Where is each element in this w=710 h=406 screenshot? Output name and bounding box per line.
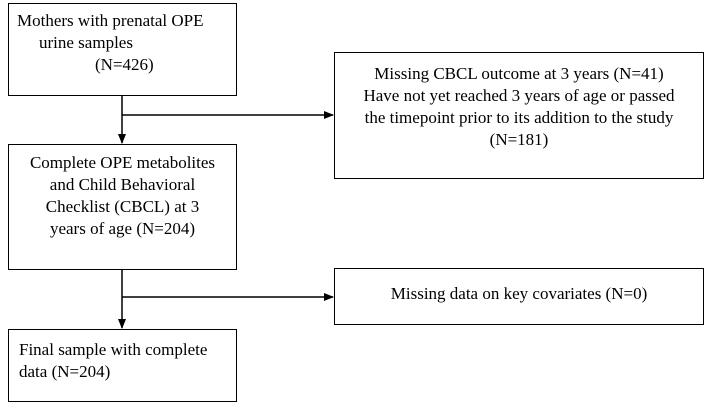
missing-cbcl-line-4: (N=181) xyxy=(489,130,549,149)
complete-line-3: Checklist (CBCL) at 3 xyxy=(45,197,200,216)
missing-cbcl-line-1: Missing CBCL outcome at 3 years (N=41) xyxy=(374,64,664,83)
final-line-2: data (N=204) xyxy=(19,362,111,381)
missing-cbcl-line-3: the timepoint prior to its addition to the study xyxy=(364,108,674,127)
mothers-box xyxy=(8,3,237,96)
complete-box xyxy=(8,144,237,270)
missing-covariates-box xyxy=(334,268,704,325)
missing-cbcl-line-2: Have not yet reached 3 years of age or passed xyxy=(363,86,675,105)
mothers-line-2: urine samples xyxy=(39,33,133,52)
mothers-line-1: Mothers with prenatal OPE xyxy=(17,11,204,30)
complete-line-2: and Child Behavioral xyxy=(49,175,196,194)
complete-line-1: Complete OPE metabolites xyxy=(29,153,216,172)
final-line-1: Final sample with complete xyxy=(19,340,208,359)
final-box xyxy=(8,329,237,402)
missing-cbcl-box xyxy=(334,52,704,179)
complete-line-4: years of age (N=204) xyxy=(49,219,196,238)
mothers-line-3: (N=426) xyxy=(95,55,154,74)
missing-covariates-line-1: Missing data on key covariates (N=0) xyxy=(390,284,648,303)
